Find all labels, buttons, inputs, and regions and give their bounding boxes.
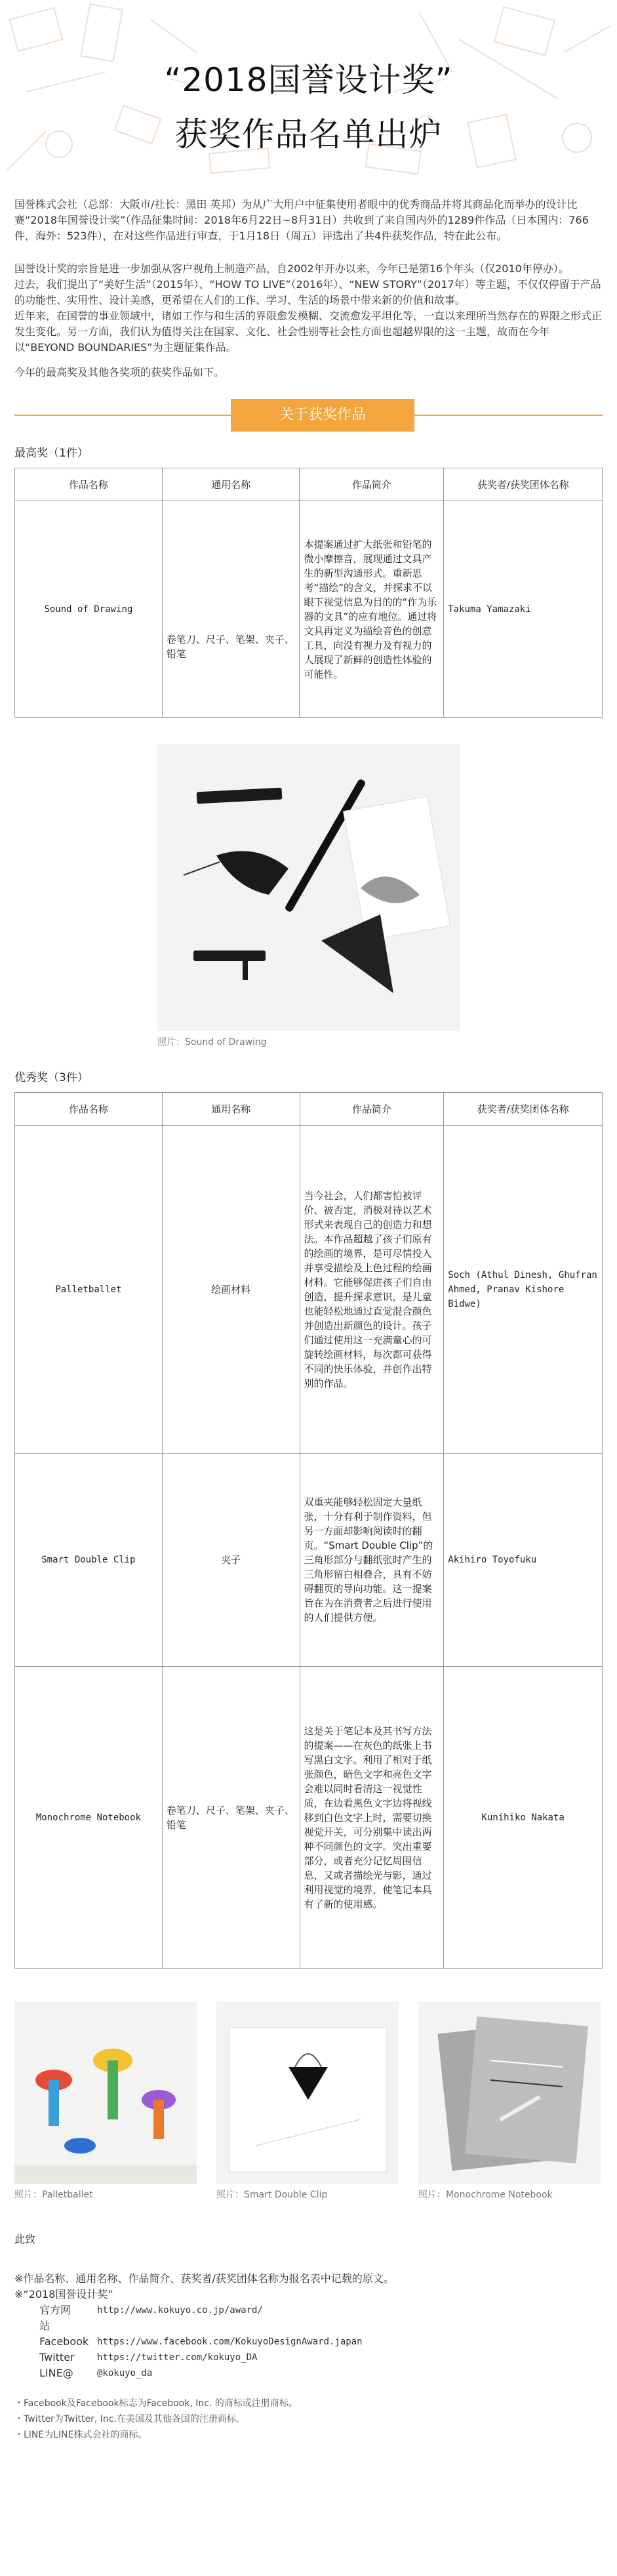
product-photo-icon: [216, 2001, 399, 2184]
table-row: [15, 1454, 603, 1667]
column-header: 作品名称: [15, 468, 163, 501]
column-header: 通用名称: [162, 1093, 300, 1126]
sound-of-drawing-photo: [157, 744, 460, 1031]
smart-double-clip-photo: [216, 2001, 399, 2184]
article-body: [0, 197, 617, 2443]
photo-caption: 照片：Monochrome Notebook: [418, 2190, 553, 2200]
notes-block: [14, 2271, 603, 2381]
photo-caption: 照片：Palletballet: [14, 2190, 93, 2200]
winner-name: Kunihiko Nakata: [444, 1667, 603, 1969]
photo-gallery: [14, 2001, 603, 2201]
product-photo-icon: [157, 744, 460, 1031]
closing-text: 此致: [14, 2233, 36, 2245]
winner-name: Takuma Yamazaki: [444, 501, 603, 718]
hero-banner: [0, 0, 617, 184]
footnote: ・Facebook及Facebook标志为Facebook, Inc. 的商标或注册商标。: [14, 2398, 298, 2409]
footnote: ・Twitter为Twitter, Inc.在美国及其他各国的注册商标。: [14, 2414, 245, 2424]
column-header: 作品简介: [300, 468, 444, 501]
intro-paragraph: 国誉设计奖的宗旨是进一步加强从客户视角上制造产品，自2002年开办以来，今年已是第16个年头（仅2010年停办）。: [14, 262, 569, 275]
twitter-link[interactable]: https://twitter.com/kokuyo_DA: [97, 2352, 258, 2363]
trademark-notes: [14, 2396, 603, 2443]
excellence-heading: 优秀奖（3件）: [14, 1071, 89, 1084]
table-header-row: [15, 1093, 603, 1126]
hero-title-line1: “2018国誉设计奖”: [164, 61, 453, 99]
photo-caption: 照片：Sound of Drawing: [157, 1037, 267, 1048]
photo-caption: 照片：Smart Double Clip: [216, 2190, 328, 2200]
intro-paragraph: 今年的最高奖及其他各奖项的获奖作品如下。: [14, 366, 225, 378]
link-row: [14, 2350, 603, 2365]
link-label: Twitter: [39, 2351, 75, 2363]
intro-paragraph: 近年来，在国誉的事业领域中，诸如工作与和生活的界限愈发模糊、交流愈发平坦化等，一直以来理所当然存在的界限之形式正发生变化。另一方面，我们认为值得关注在国家、文化、社会性别等社会性方面也超越界限的这一主题，故而在今年以“BEYOND BOUNDARIES”为主题征集作品。: [14, 310, 603, 354]
work-name: Monochrome Notebook: [15, 1667, 163, 1969]
work-name: Sound of Drawing: [15, 501, 163, 718]
note-line: ※作品名称、通用名称、作品简介、获奖者/获奖团体名称为报名表中记载的原文。: [14, 2272, 394, 2285]
section-title: 关于获奖作品: [231, 399, 414, 432]
facebook-link[interactable]: https://www.facebook.com/KokuyoDesignAward.japan: [97, 2337, 363, 2347]
monochrome-notebook-photo: [418, 2001, 601, 2184]
column-header: 作品简介: [300, 1093, 444, 1126]
gallery-item: [216, 2001, 399, 2201]
website-link[interactable]: http://www.kokuyo.co.jp/award/: [97, 2305, 263, 2316]
winner-name: Akihiro Toyofuku: [444, 1454, 603, 1667]
work-description: 这是关于笔记本及其书写方法的提案——在灰色的纸张上书写黑白文字。利用了相对于纸张颜色，暗色文字和亮色文字会难以同时看清这一视觉性质，在边看黑色文字边将视线移到白色文字上时，需要切换视觉开关，可分别集中读出两种不同颜色的文字。突出重要部分，或者充分记忆周围信息，又或者描绘光与影，通过利用视觉的境界，使笔记本具有了新的使用感。: [300, 1667, 444, 1969]
work-description: 双重夹能够轻松固定大量纸张，十分有利于制作资料，但另一方面却影响阅读时的翻页。“Smart Double Clip”的三角形部分与翻纸张时产生的三角形留白相叠合，具有不妨碍翻页的导向功能。这一提案旨在为在消费者之后进行使用的人们提供方便。: [300, 1454, 444, 1667]
winner-name: Soch (Athul Dinesh, Ghufran Ahmed, Pranav Kishore Bidwe): [444, 1126, 603, 1454]
work-description: 当今社会，人们都害怕被评价、被否定，消极对待以艺术形式来表现自己的创造力和想法。本作品超越了孩子们原有的绘画的境界，是可尽情投入并享受描绘及上色过程的绘画材料。它能够促进孩子们自由创造，提升探求意识，是儿童也能轻松地通过直觉混合颜色并创造出新颜色的设计。孩子们通过使用这一充满童心的可旋转绘画材料，每次都可获得不同的快乐体验，并创作出特别的作品。: [300, 1126, 444, 1454]
section-header: [14, 399, 603, 432]
link-row: [14, 2365, 603, 2381]
generic-name: 卷笔刀、尺子、笔架、夹子、铅笔: [162, 501, 300, 718]
excellence-table: [14, 1092, 603, 1969]
column-header: 作品名称: [15, 1093, 163, 1126]
line-link[interactable]: @kokuyo_da: [97, 2368, 153, 2379]
link-row: [14, 2302, 603, 2334]
link-row: [14, 2334, 603, 2350]
column-header: 获奖者/获奖团体名称: [444, 468, 603, 501]
top-prize-table: [14, 468, 603, 718]
link-label: LINE@: [39, 2367, 73, 2379]
footnote: ・LINE为LINE株式会社的商标。: [14, 2430, 148, 2440]
gallery-item: [14, 2001, 197, 2201]
intro-paragraph: 国誉株式会社（总部：大阪市/社长：黑田 英邦）为从广大用户中征集使用者眼中的优秀商品并将其商品化而举办的设计比赛“2018年国誉设计奖”（作品征集时间：2018年6月22日~8月31日）共收到了来自国内外的1289件作品（日本国内：766件，海外：523件），在对这些作品进行审查，于1月18日（周五）评选出了共4件获奖作品，特在此公布。: [14, 198, 589, 242]
link-label: 官方网站: [39, 2304, 71, 2332]
generic-name: 绘画材料: [162, 1126, 300, 1454]
link-label: Facebook: [39, 2335, 89, 2348]
generic-name: 卷笔刀、尺子、笔架、夹子、铅笔: [162, 1667, 300, 1969]
work-name: Smart Double Clip: [15, 1454, 163, 1667]
top-prize-heading: 最高奖（1件）: [14, 447, 89, 460]
column-header: 通用名称: [162, 468, 300, 501]
work-name: Palletballet: [15, 1126, 163, 1454]
intro-paragraph: 过去，我们提出了“美好生活”（2015年）、“HOW TO LIVE”（2016年）、“NEW STORY”（2017年）等主题，不仅仅停留于产品的功能性、实用性、设计美感，更希望在人们的工作、学习、生活的场景中带来新的价值和故事。: [14, 278, 601, 306]
gallery-item: [418, 2001, 601, 2201]
table-header-row: [15, 468, 603, 501]
note-line: ※“2018国誉设计奖”: [14, 2288, 113, 2300]
table-row: [15, 501, 603, 718]
palletballet-photo: [14, 2001, 197, 2184]
hero-title-line2: 获奖作品名单出炉: [174, 115, 443, 153]
product-photo-icon: [14, 2001, 197, 2184]
generic-name: 夹子: [162, 1454, 300, 1667]
table-row: [15, 1126, 603, 1454]
work-description: 本提案通过扩大纸张和铅笔的微小摩擦音，展现通过文具产生的新型沟通形式。重新思考“描绘”的含义，并探求不以眼下视觉信息为目的的“作为乐器的文具”的应有地位。通过将文具再定义为描绘音色的创意工具，向没有视力及有视力的人展现了新鲜的创造性体验的可能性。: [300, 501, 444, 718]
table-row: [15, 1667, 603, 1969]
column-header: 获奖者/获奖团体名称: [444, 1093, 603, 1126]
product-photo-icon: [418, 2001, 601, 2184]
